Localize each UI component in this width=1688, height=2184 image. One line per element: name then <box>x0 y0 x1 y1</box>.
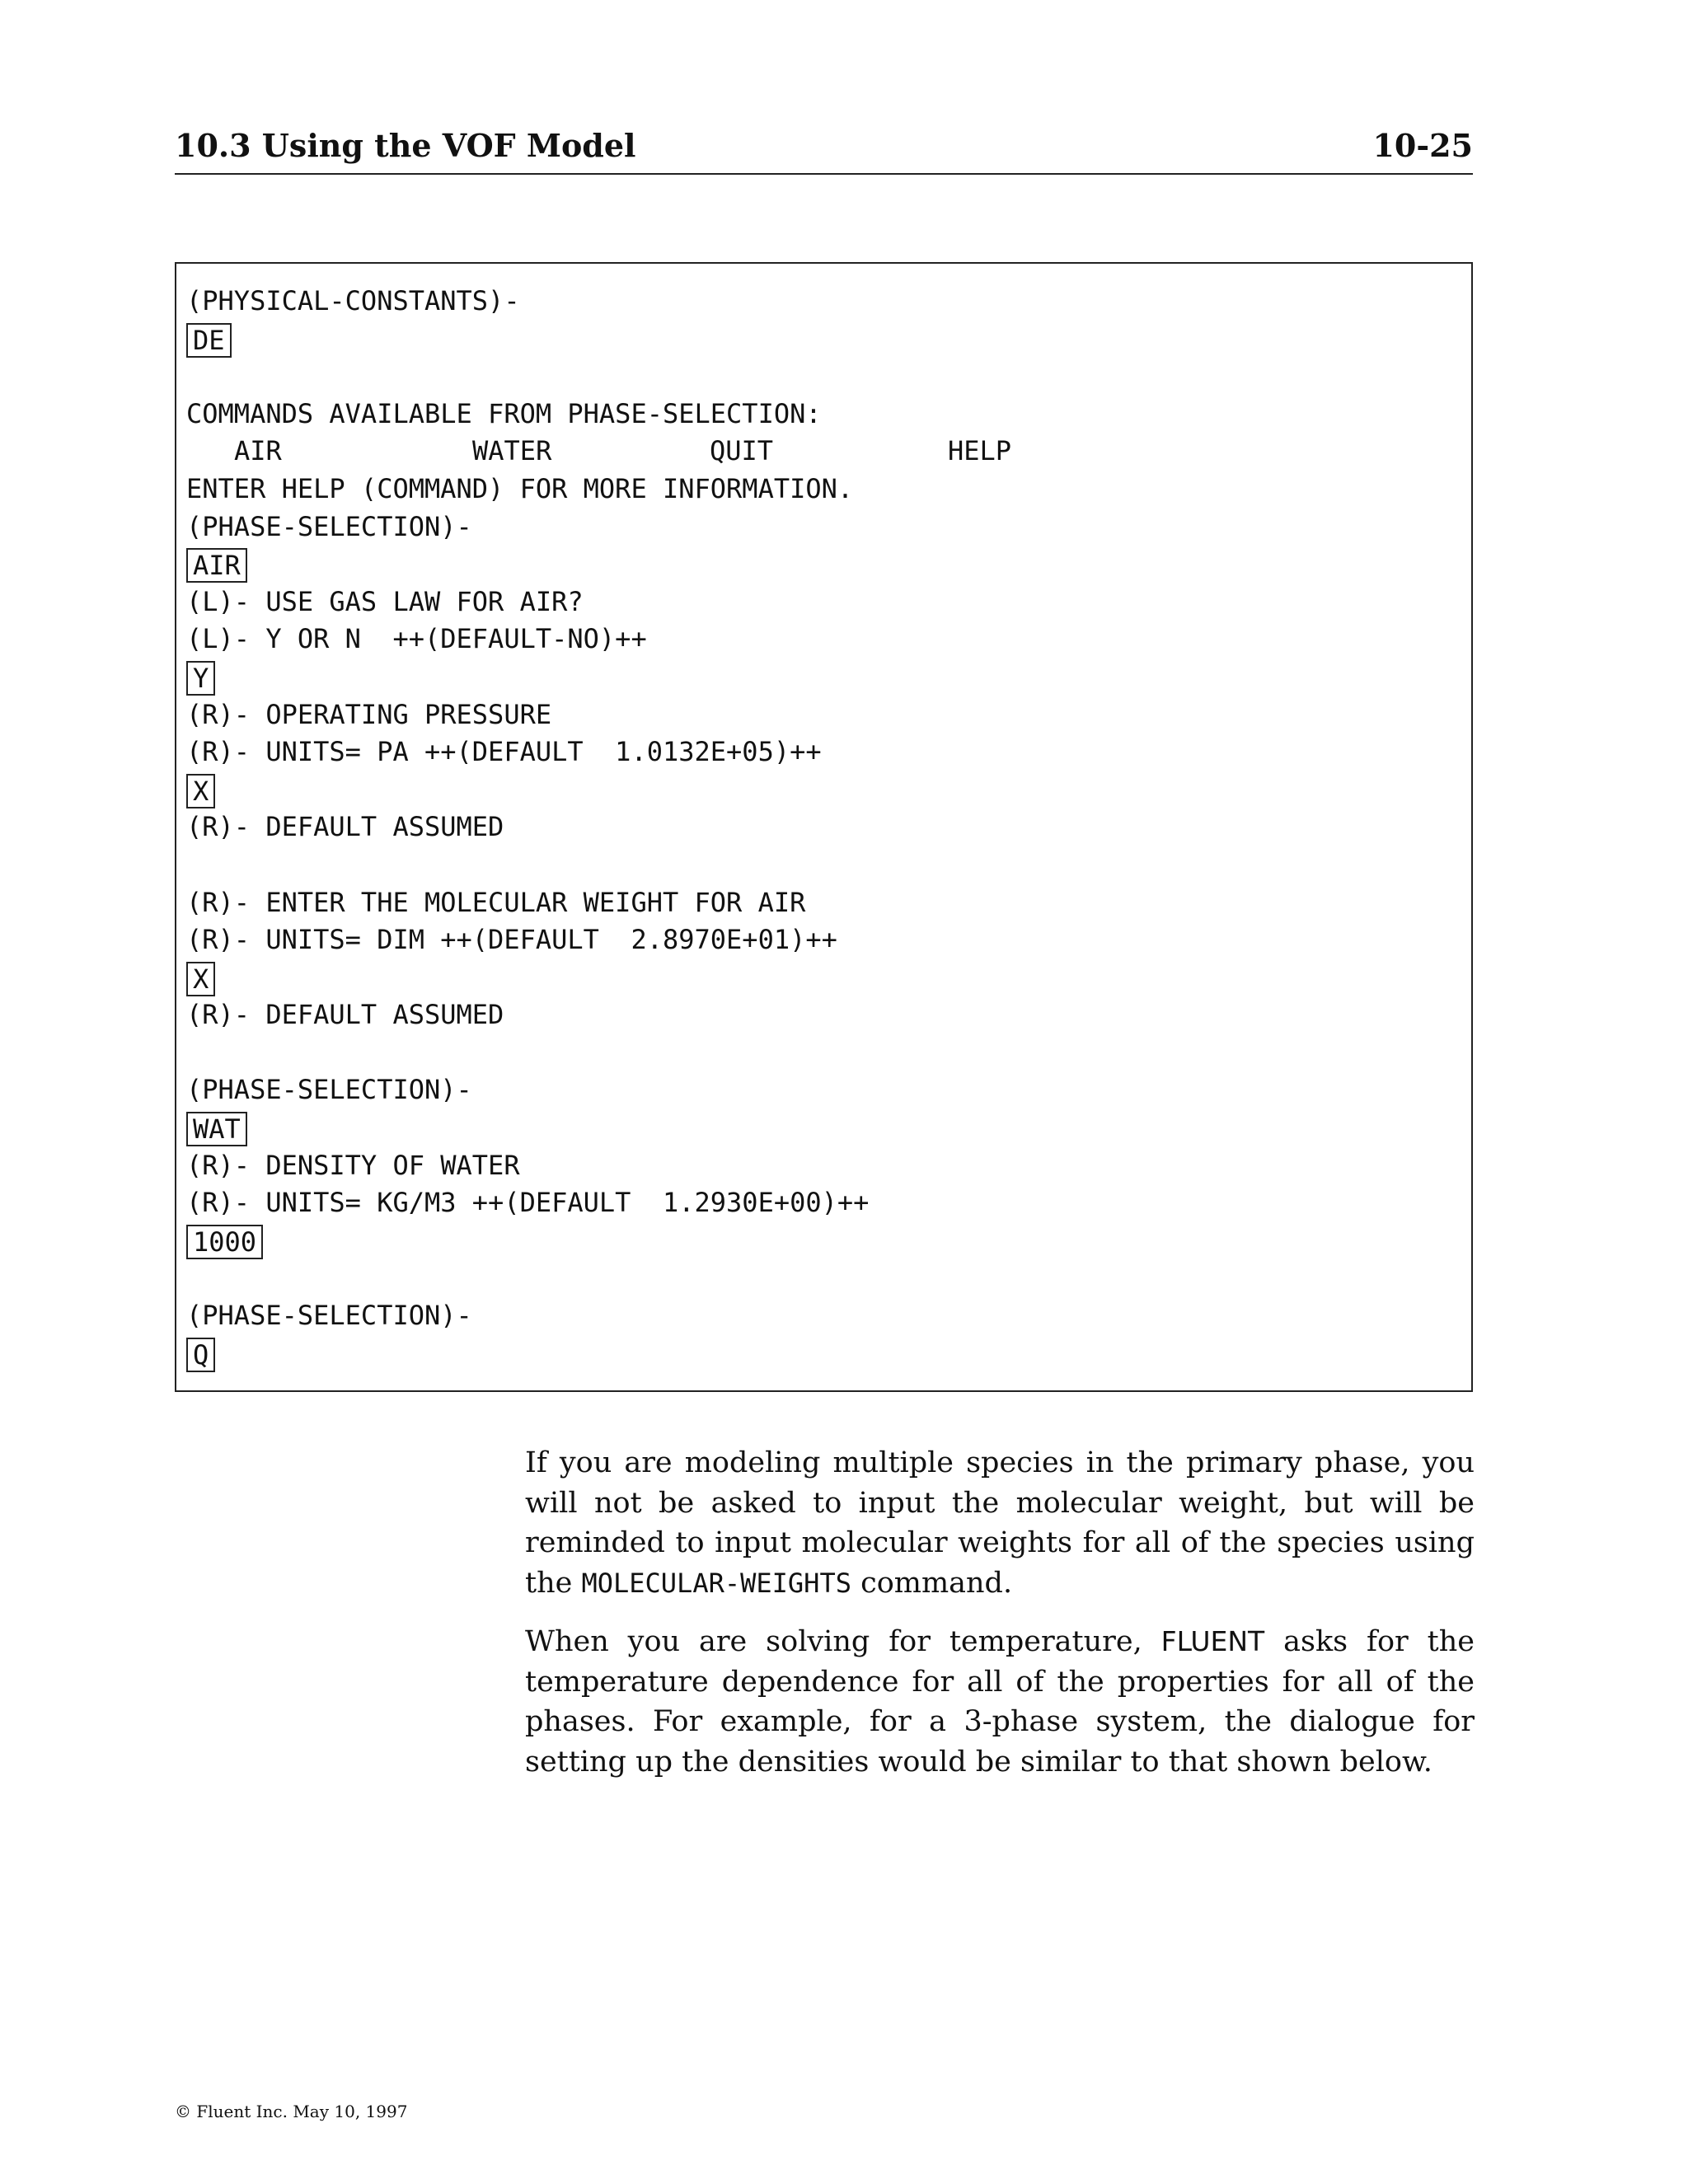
default-assumed: (R)- DEFAULT ASSUMED <box>186 999 504 1031</box>
page-header <box>175 125 1473 175</box>
user-input-x: X <box>186 962 215 996</box>
blank-line <box>186 358 869 396</box>
blank-line <box>186 846 869 884</box>
paragraph-species-note: If you are modeling multiple species in the primary phase, you will not be asked to input the molecular weight, but will be reminded to input molecular weights for all of the species using the MOLECULAR-WEIGHTS command. <box>525 1446 1475 1600</box>
command-help: HELP <box>948 435 1012 467</box>
section-title: 10.3 Using the VOF Model <box>175 127 636 164</box>
molecular-weight-prompt: (R)- ENTER THE MOLECULAR WEIGHT FOR AIR <box>186 886 806 918</box>
paragraph-temperature-note: When you are solving for temperature, FLUENT asks for the temperature dependence for all of the properties for all of the phases. For example, for a 3-phase system, the dialogue for setting up the densities would be similar to that shown below. <box>525 1625 1475 1779</box>
terminal-dialogue-box <box>175 262 1473 1392</box>
command-name: MOLECULAR-WEIGHTS <box>581 1567 851 1599</box>
gas-law-question: (L)- USE GAS LAW FOR AIR? <box>186 585 584 617</box>
command-quit: QUIT <box>710 435 774 467</box>
gas-law-options: (L)- Y OR N ++(DEFAULT-NO)++ <box>186 623 647 655</box>
prompt-phase-selection: (PHASE-SELECTION)- <box>186 1074 472 1106</box>
user-input-1000: 1000 <box>186 1225 263 1259</box>
help-hint: ENTER HELP (COMMAND) FOR MORE INFORMATION. <box>186 472 854 504</box>
molecular-weight-units: (R)- UNITS= DIM ++(DEFAULT 2.8970E+01)++ <box>186 924 837 956</box>
terminal-lines <box>186 283 1012 1372</box>
density-prompt: (R)- DENSITY OF WATER <box>186 1149 520 1181</box>
user-input-y: Y <box>186 661 215 696</box>
user-input-x: X <box>186 774 215 808</box>
prompt-physical-constants: (PHYSICAL-CONSTANTS)- <box>186 285 520 316</box>
command-water: WATER <box>472 435 552 467</box>
blank-line <box>186 1034 869 1072</box>
density-units: (R)- UNITS= KG/M3 ++(DEFAULT 1.2930E+00)++ <box>186 1187 870 1219</box>
blank-line <box>186 1259 869 1297</box>
user-input-q: Q <box>186 1338 215 1372</box>
prompt-phase-selection: (PHASE-SELECTION)- <box>186 1300 472 1332</box>
user-input-air: AIR <box>186 548 247 583</box>
command-air: AIR <box>234 435 282 467</box>
user-input-de: DE <box>186 323 232 358</box>
commands-list <box>186 433 1012 471</box>
default-assumed: (R)- DEFAULT ASSUMED <box>186 811 504 843</box>
user-input-wat: WAT <box>186 1112 247 1146</box>
footer-copyright: © Fluent Inc. May 10, 1997 <box>175 2102 408 2121</box>
operating-pressure-prompt: (R)- OPERATING PRESSURE <box>186 698 552 730</box>
prompt-phase-selection: (PHASE-SELECTION)- <box>186 510 472 542</box>
commands-heading: COMMANDS AVAILABLE FROM PHASE-SELECTION: <box>186 397 822 429</box>
pressure-units: (R)- UNITS= PA ++(DEFAULT 1.0132E+05)++ <box>186 736 822 768</box>
page-number: 10-25 <box>1372 127 1473 164</box>
product-name: FLUENT <box>1160 1625 1265 1657</box>
